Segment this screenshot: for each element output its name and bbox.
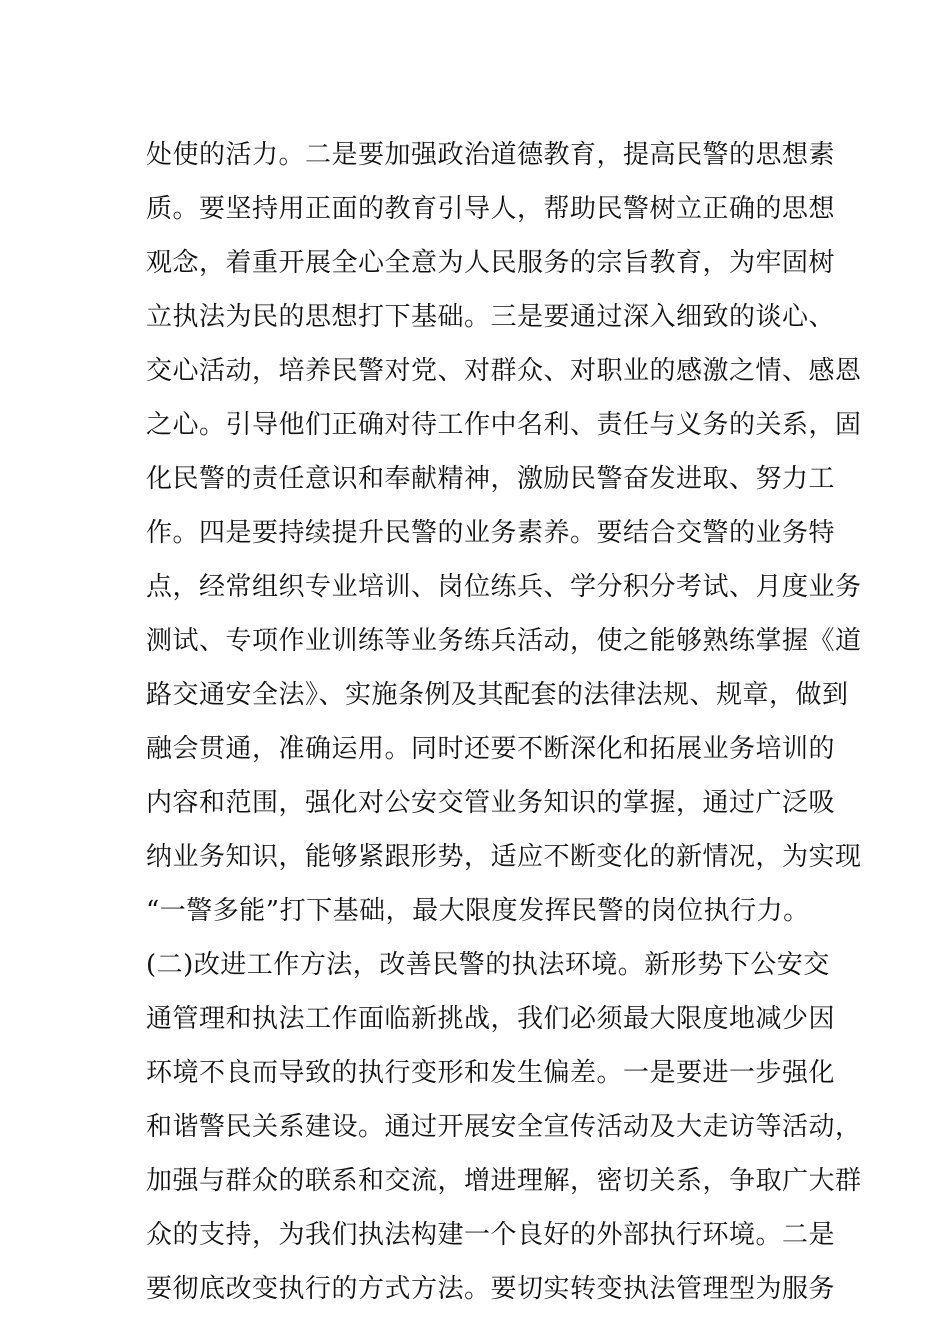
text-line: 众的支持，为我们执法构建一个良好的外部执行环境。二是 [146,1220,836,1250]
text-line: 立执法为民的思想打下基础。三是要通过深入细致的谈心、 [146,302,836,332]
text-line: 融会贯通，准确运用。同时还要不断深化和拓展业务培训的 [146,734,836,764]
text-line: 通管理和执法工作面临新挑战，我们必须最大限度地减少因 [146,1004,836,1034]
body-text [146,128,862,1316]
text-line: 观念，着重开展全心全意为人民服务的宗旨教育，为牢固树 [146,248,836,278]
text-line: 路交通安全法》、实施条例及其配套的法律法规、规章，做到 [146,680,849,710]
text-line: 环境不良而导致的执行变形和发生偏差。一是要进一步强化 [146,1058,836,1088]
text-line: 内容和范围，强化对公安交管业务知识的掌握，通过广泛吸 [146,788,836,818]
section-heading-line: (二)改进工作方法，改善民警的执法环境。新形势下公安交 [146,950,830,980]
text-line: 测试、专项作业训练等业务练兵活动，使之能够熟练掌握《道 [146,626,862,656]
text-line: 质。要坚持用正面的教育引导人，帮助民警树立正确的思想 [146,194,836,224]
text-line: 加强与群众的联系和交流，增进理解，密切关系，争取广大群 [146,1166,862,1196]
text-line: 处使的活力。二是要加强政治道德教育，提高民警的思想素 [146,140,836,170]
text-line: 化民警的责任意识和奉献精神，激励民警奋发进取、努力工 [146,464,836,494]
text-line: 和谐警民关系建设。通过开展安全宣传活动及大走访等活动， [146,1112,862,1142]
text-line: 之心。引导他们正确对待工作中名利、责任与义务的关系，固 [146,410,862,440]
text-line: 要彻底改变执行的方式方法。要切实转变执法管理型为服务 [146,1274,836,1304]
text-line: 纳业务知识，能够紧跟形势，适应不断变化的新情况，为实现 [146,842,862,872]
text-line: 交心活动，培养民警对党、对群众、对职业的感激之情、感恩 [146,356,862,386]
text-line: 点，经常组织专业培训、岗位练兵、学分积分考试、月度业务 [146,572,862,602]
text-line: 作。四是要持续提升民警的业务素养。要结合交警的业务特 [146,518,836,548]
text-line: “一警多能”打下基础，最大限度发挥民警的岗位执行力。 [146,896,810,926]
